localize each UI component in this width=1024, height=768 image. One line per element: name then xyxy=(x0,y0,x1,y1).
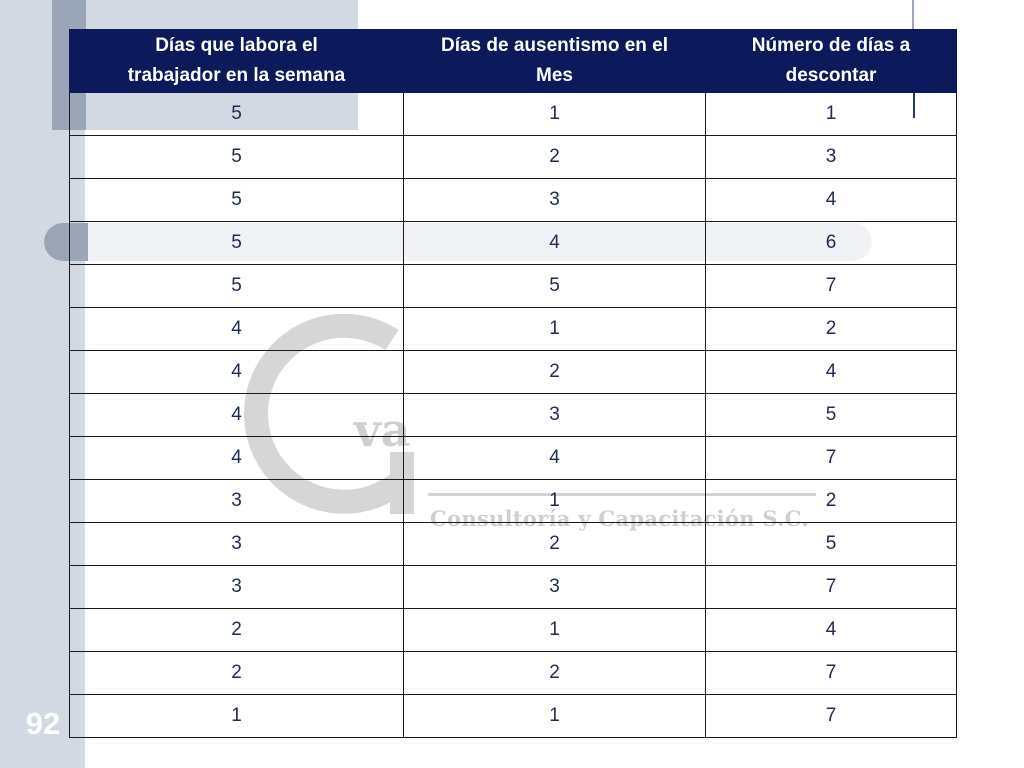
table-row xyxy=(70,93,957,136)
discount-days-cell: 5 xyxy=(706,523,957,566)
table-row xyxy=(70,265,957,308)
table-header-row xyxy=(70,30,957,93)
days-worked-cell: 3 xyxy=(70,480,404,523)
table-row xyxy=(70,222,957,265)
days-worked-cell: 3 xyxy=(70,523,404,566)
header-line: trabajador en la semana xyxy=(127,65,346,86)
table-row xyxy=(70,566,957,609)
table-row xyxy=(70,695,957,738)
header-line: descontar xyxy=(785,65,877,86)
table-body xyxy=(70,93,957,738)
discount-days-cell: 4 xyxy=(706,609,957,652)
discount-days-cell: 7 xyxy=(706,652,957,695)
days-worked-cell: 2 xyxy=(70,652,404,695)
discount-days-cell: 3 xyxy=(706,136,957,179)
absence-days-cell: 4 xyxy=(404,437,706,480)
days-worked-cell: 4 xyxy=(70,437,404,480)
discount-days-table xyxy=(69,29,957,738)
table-row xyxy=(70,394,957,437)
discount-days-cell: 5 xyxy=(706,394,957,437)
page-number: 92 xyxy=(25,706,61,741)
watermark-mark-text: va xyxy=(354,403,411,457)
header-line: Mes xyxy=(536,65,573,86)
discount-days-cell: 6 xyxy=(706,222,957,265)
absence-days-cell: 3 xyxy=(404,179,706,222)
days-worked-cell: 2 xyxy=(70,609,404,652)
table-row xyxy=(70,480,957,523)
days-worked-cell: 4 xyxy=(70,308,404,351)
absence-days-cell: 1 xyxy=(404,308,706,351)
discount-days-cell: 4 xyxy=(706,351,957,394)
table-row xyxy=(70,437,957,480)
table-row xyxy=(70,351,957,394)
table-row xyxy=(70,609,957,652)
absence-days-cell: 1 xyxy=(404,93,706,136)
absence-days-cell: 2 xyxy=(404,523,706,566)
days-worked-cell: 5 xyxy=(70,265,404,308)
discount-days-cell: 2 xyxy=(706,308,957,351)
absence-days-cell: 1 xyxy=(404,609,706,652)
header-days-to-discount xyxy=(706,30,957,93)
absence-days-cell: 3 xyxy=(404,566,706,609)
table-row xyxy=(70,136,957,179)
discount-days-cell: 1 xyxy=(706,93,957,136)
days-worked-cell: 3 xyxy=(70,566,404,609)
absence-days-cell: 1 xyxy=(404,480,706,523)
discount-days-cell: 7 xyxy=(706,437,957,480)
discount-days-cell: 2 xyxy=(706,480,957,523)
watermark-company-name: Consultoría y Capacitación S.C. xyxy=(430,506,809,531)
header-days-worked-per-week xyxy=(70,30,404,93)
header-absence-days-per-month xyxy=(404,30,706,93)
absence-days-cell: 2 xyxy=(404,652,706,695)
discount-days-cell: 7 xyxy=(706,695,957,738)
table-row xyxy=(70,179,957,222)
absence-days-cell: 5 xyxy=(404,265,706,308)
table-row xyxy=(70,652,957,695)
discount-days-cell: 7 xyxy=(706,566,957,609)
absence-days-cell: 3 xyxy=(404,394,706,437)
days-worked-cell: 4 xyxy=(70,351,404,394)
header-line: Días que labora el xyxy=(155,35,318,56)
days-worked-cell: 5 xyxy=(70,93,404,136)
header-line: Días de ausentismo en el xyxy=(440,35,669,56)
discount-days-cell: 7 xyxy=(706,265,957,308)
days-worked-cell: 5 xyxy=(70,136,404,179)
header-line: Número de días a xyxy=(751,35,911,56)
table-row xyxy=(70,523,957,566)
table-row xyxy=(70,308,957,351)
days-worked-cell: 5 xyxy=(70,222,404,265)
absence-days-cell: 2 xyxy=(404,136,706,179)
days-worked-cell: 4 xyxy=(70,394,404,437)
days-worked-cell: 1 xyxy=(70,695,404,738)
absence-days-cell: 2 xyxy=(404,351,706,394)
discount-days-cell: 4 xyxy=(706,179,957,222)
absence-days-cell: 4 xyxy=(404,222,706,265)
days-worked-cell: 5 xyxy=(70,179,404,222)
absence-days-cell: 1 xyxy=(404,695,706,738)
